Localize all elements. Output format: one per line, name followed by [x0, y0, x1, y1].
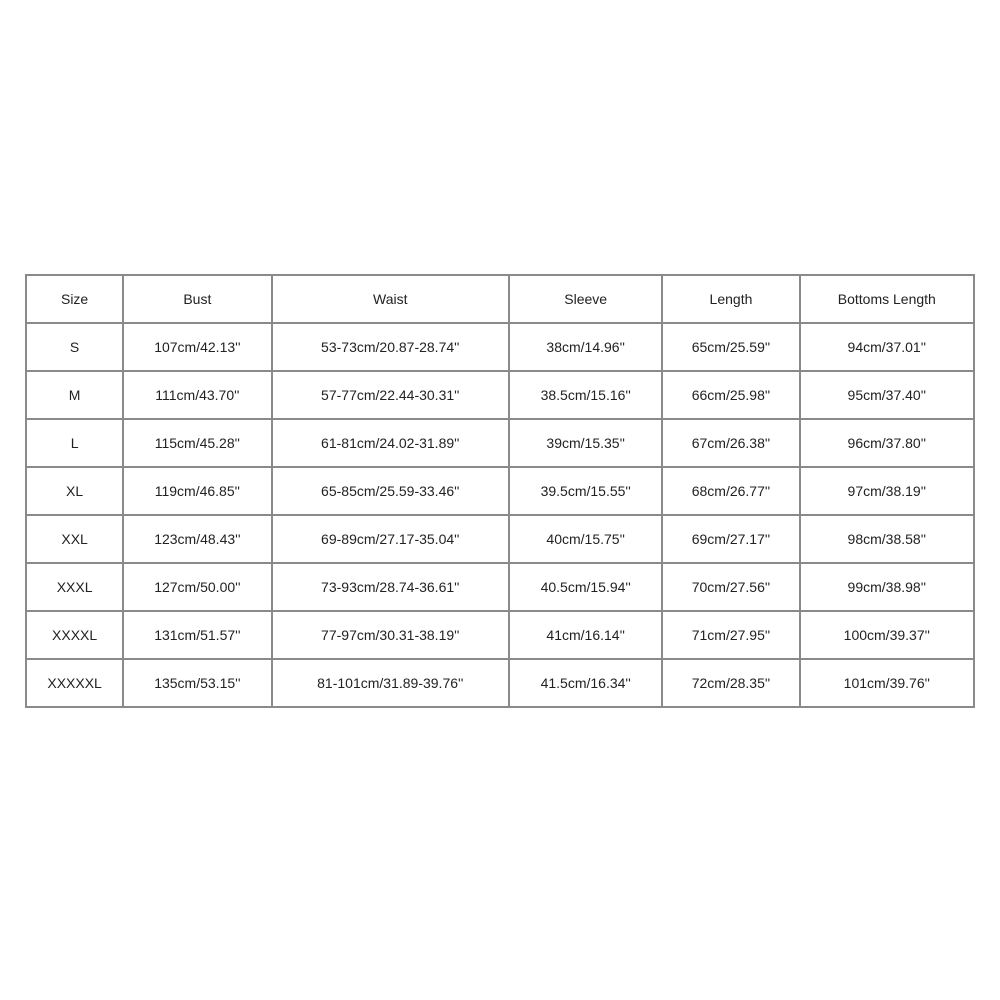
cell-bust: 115cm/45.28'' — [123, 419, 271, 467]
cell-sleeve: 40cm/15.75'' — [509, 515, 662, 563]
cell-bust: 127cm/50.00'' — [123, 563, 271, 611]
table-row — [26, 419, 974, 467]
table-row — [26, 323, 974, 371]
cell-waist: 69-89cm/27.17-35.04'' — [272, 515, 510, 563]
cell-length: 67cm/26.38'' — [662, 419, 799, 467]
cell-sleeve: 39.5cm/15.55'' — [509, 467, 662, 515]
cell-bust: 123cm/48.43'' — [123, 515, 271, 563]
cell-size: XXXXXL — [26, 659, 123, 707]
table-row — [26, 371, 974, 419]
cell-length: 71cm/27.95'' — [662, 611, 799, 659]
cell-length: 66cm/25.98'' — [662, 371, 799, 419]
header-sleeve: Sleeve — [509, 275, 662, 323]
cell-bust: 111cm/43.70'' — [123, 371, 271, 419]
table-row — [26, 515, 974, 563]
header-waist: Waist — [272, 275, 510, 323]
cell-length: 68cm/26.77'' — [662, 467, 799, 515]
cell-size: XXXXL — [26, 611, 123, 659]
header-length: Length — [662, 275, 799, 323]
header-bottoms-length: Bottoms Length — [800, 275, 974, 323]
cell-size: S — [26, 323, 123, 371]
cell-bust: 131cm/51.57'' — [123, 611, 271, 659]
cell-bottoms-length: 100cm/39.37'' — [800, 611, 974, 659]
cell-waist: 53-73cm/20.87-28.74'' — [272, 323, 510, 371]
cell-sleeve: 41.5cm/16.34'' — [509, 659, 662, 707]
cell-size: XXL — [26, 515, 123, 563]
cell-sleeve: 39cm/15.35'' — [509, 419, 662, 467]
cell-bust: 107cm/42.13'' — [123, 323, 271, 371]
cell-bottoms-length: 96cm/37.80'' — [800, 419, 974, 467]
size-chart-table — [25, 274, 975, 708]
cell-bottoms-length: 99cm/38.98'' — [800, 563, 974, 611]
cell-size: XXXL — [26, 563, 123, 611]
cell-length: 65cm/25.59'' — [662, 323, 799, 371]
table-row — [26, 467, 974, 515]
cell-sleeve: 40.5cm/15.94'' — [509, 563, 662, 611]
cell-bottoms-length: 95cm/37.40'' — [800, 371, 974, 419]
cell-sleeve: 41cm/16.14'' — [509, 611, 662, 659]
table-row — [26, 563, 974, 611]
cell-waist: 81-101cm/31.89-39.76'' — [272, 659, 510, 707]
cell-bust: 119cm/46.85'' — [123, 467, 271, 515]
cell-size: XL — [26, 467, 123, 515]
header-size: Size — [26, 275, 123, 323]
cell-length: 72cm/28.35'' — [662, 659, 799, 707]
cell-waist: 77-97cm/30.31-38.19'' — [272, 611, 510, 659]
cell-waist: 73-93cm/28.74-36.61'' — [272, 563, 510, 611]
cell-bust: 135cm/53.15'' — [123, 659, 271, 707]
cell-size: M — [26, 371, 123, 419]
cell-waist: 65-85cm/25.59-33.46'' — [272, 467, 510, 515]
cell-waist: 61-81cm/24.02-31.89'' — [272, 419, 510, 467]
header-row — [26, 275, 974, 323]
cell-bottoms-length: 94cm/37.01'' — [800, 323, 974, 371]
table-row — [26, 659, 974, 707]
cell-size: L — [26, 419, 123, 467]
cell-length: 69cm/27.17'' — [662, 515, 799, 563]
header-bust: Bust — [123, 275, 271, 323]
cell-bottoms-length: 101cm/39.76'' — [800, 659, 974, 707]
cell-bottoms-length: 97cm/38.19'' — [800, 467, 974, 515]
cell-waist: 57-77cm/22.44-30.31'' — [272, 371, 510, 419]
cell-length: 70cm/27.56'' — [662, 563, 799, 611]
cell-bottoms-length: 98cm/38.58'' — [800, 515, 974, 563]
table-row — [26, 611, 974, 659]
cell-sleeve: 38.5cm/15.16'' — [509, 371, 662, 419]
cell-sleeve: 38cm/14.96'' — [509, 323, 662, 371]
